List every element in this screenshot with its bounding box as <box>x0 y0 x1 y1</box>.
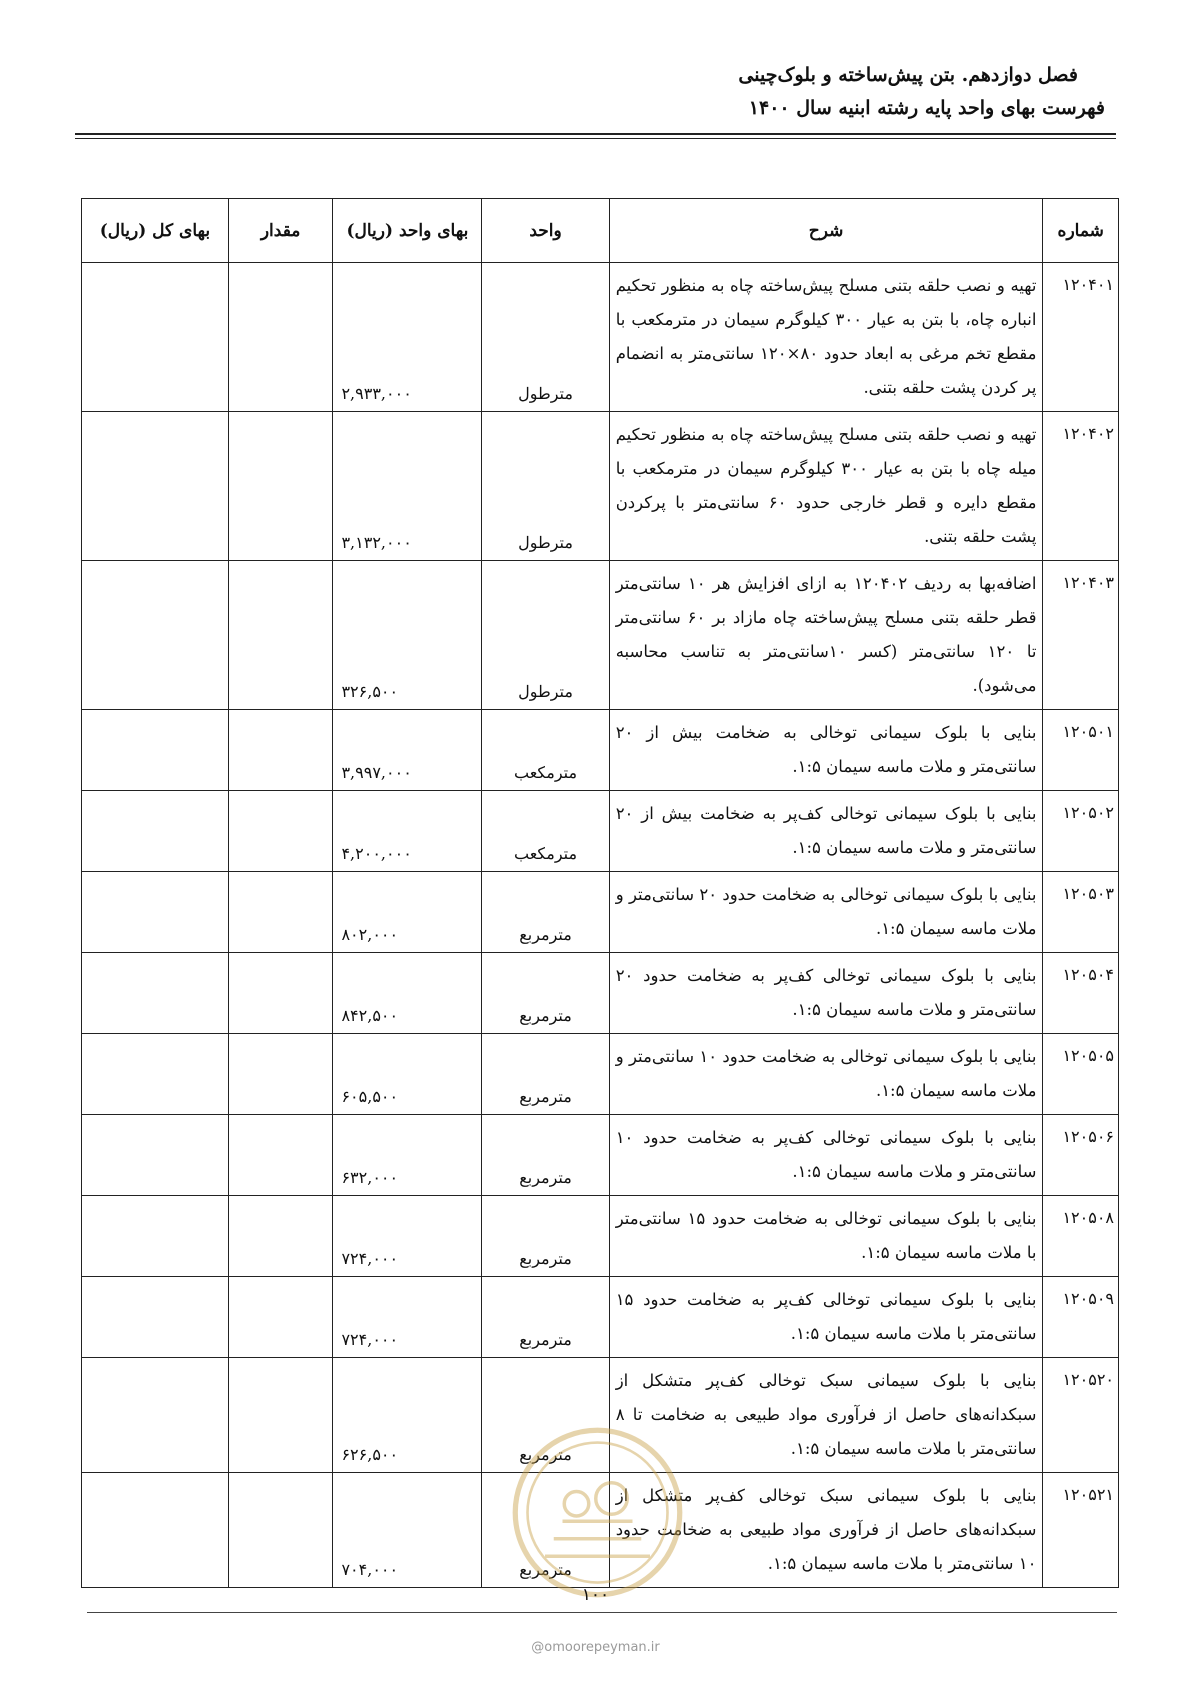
header-rule-thick <box>75 133 1116 135</box>
item-total-price <box>82 412 229 561</box>
footer-rule <box>87 1612 1117 1613</box>
item-description: بنایی با بلوک سیمانی توخالی به ضخامت حدود ۱۰ سانتی‌متر و ملات ماسه سیمان ۱:۵. <box>609 1034 1043 1115</box>
table-row <box>82 872 1119 953</box>
item-description: بنایی با بلوک سیمانی توخالی کف‌پر به ضخامت حدود ۲۰ سانتی‌متر و ملات ماسه سیمان ۱:۵. <box>609 953 1043 1034</box>
item-total-price <box>82 1358 229 1473</box>
item-code: ۱۲۰۴۰۲ <box>1043 412 1119 561</box>
header-total-price: بهای کل (ریال) <box>82 199 229 263</box>
table-row <box>82 1196 1119 1277</box>
item-unit: مترمکعب <box>482 791 609 872</box>
item-code: ۱۲۰۵۰۱ <box>1043 710 1119 791</box>
item-unit: مترمربع <box>482 1473 609 1588</box>
table-row <box>82 263 1119 412</box>
item-total-price <box>82 263 229 412</box>
item-description: بنایی با بلوک سیمانی توخالی کف‌پر به ضخامت حدود ۱۰ سانتی‌متر و ملات ماسه سیمان ۱:۵. <box>609 1115 1043 1196</box>
item-unit: مترمربع <box>482 1358 609 1473</box>
item-quantity <box>228 872 333 953</box>
table-row <box>82 1277 1119 1358</box>
item-quantity <box>228 561 333 710</box>
table-row <box>82 953 1119 1034</box>
item-quantity <box>228 791 333 872</box>
item-code: ۱۲۰۵۰۵ <box>1043 1034 1119 1115</box>
item-description: بنایی با بلوک سیمانی توخالی به ضخامت بیش از ۲۰ سانتی‌متر و ملات ماسه سیمان ۱:۵. <box>609 710 1043 791</box>
item-unit: مترمربع <box>482 1115 609 1196</box>
item-quantity <box>228 263 333 412</box>
table-row <box>82 710 1119 791</box>
table-row <box>82 561 1119 710</box>
header-code: شماره <box>1043 199 1119 263</box>
item-total-price <box>82 710 229 791</box>
item-total-price <box>82 1115 229 1196</box>
item-unit-price: ۸۰۲,۰۰۰ <box>333 872 482 953</box>
item-description: تهیه و نصب حلقه بتنی مسلح پیش‌ساخته چاه به منظور تحکیم میله چاه با بتن به عیار ۳۰۰ کیلوگرم سیمان در مترمکعب با مقطع دایره و قطر خارجی حدود ۶۰ سانتی‌متر با پرکردن پشت حلقه بتنی. <box>609 412 1043 561</box>
publisher-seal-watermark <box>510 1425 685 1600</box>
price-list-table <box>81 198 1119 1588</box>
table-row <box>82 791 1119 872</box>
item-unit: مترمربع <box>482 1196 609 1277</box>
item-unit: مترمربع <box>482 953 609 1034</box>
source-watermark: @omoorepeyman.ir <box>531 1640 660 1655</box>
item-total-price <box>82 1277 229 1358</box>
item-total-price <box>82 1473 229 1588</box>
item-unit-price: ۴,۲۰۰,۰۰۰ <box>333 791 482 872</box>
document-subtitle: فهرست بهای واحد پایه رشته ابنیه سال ۱۴۰۰ <box>748 97 1105 119</box>
item-unit-price: ۶۳۲,۰۰۰ <box>333 1115 482 1196</box>
item-unit: مترمربع <box>482 872 609 953</box>
header-quantity: مقدار <box>228 199 333 263</box>
item-code: ۱۲۰۵۲۰ <box>1043 1358 1119 1473</box>
item-total-price <box>82 953 229 1034</box>
item-quantity <box>228 412 333 561</box>
header-description: شرح <box>609 199 1043 263</box>
item-unit-price: ۷۰۴,۰۰۰ <box>333 1473 482 1588</box>
item-code: ۱۲۰۵۰۸ <box>1043 1196 1119 1277</box>
item-description: بنایی با بلوک سیمانی توخالی کف‌پر به ضخامت حدود ۱۵ سانتی‌متر با ملات ماسه سیمان ۱:۵. <box>609 1277 1043 1358</box>
item-quantity <box>228 1115 333 1196</box>
item-unit-price: ۳,۹۹۷,۰۰۰ <box>333 710 482 791</box>
item-unit-price: ۷۲۴,۰۰۰ <box>333 1277 482 1358</box>
page-number: ۱۰۰ <box>581 1585 610 1605</box>
item-quantity <box>228 710 333 791</box>
item-unit: مترمربع <box>482 1034 609 1115</box>
item-quantity <box>228 1277 333 1358</box>
item-unit: مترطول <box>482 263 609 412</box>
header-rule-thin <box>75 138 1116 139</box>
chapter-title: فصل دوازدهم. بتن پیش‌ساخته و بلوک‌چینی <box>738 64 1078 86</box>
item-unit-price: ۳۲۶,۵۰۰ <box>333 561 482 710</box>
item-code: ۱۲۰۵۰۹ <box>1043 1277 1119 1358</box>
item-total-price <box>82 791 229 872</box>
item-unit-price: ۷۲۴,۰۰۰ <box>333 1196 482 1277</box>
item-unit-price: ۶۰۵,۵۰۰ <box>333 1034 482 1115</box>
item-code: ۱۲۰۵۰۲ <box>1043 791 1119 872</box>
item-description: بنایی با بلوک سیمانی توخالی به ضخامت حدود ۱۵ سانتی‌متر با ملات ماسه سیمان ۱:۵. <box>609 1196 1043 1277</box>
item-code: ۱۲۰۵۰۴ <box>1043 953 1119 1034</box>
table-row <box>82 1115 1119 1196</box>
item-unit: مترمکعب <box>482 710 609 791</box>
item-unit: مترمربع <box>482 1277 609 1358</box>
item-code: ۱۲۰۴۰۳ <box>1043 561 1119 710</box>
page-header <box>78 58 1113 124</box>
item-unit-price: ۲,۹۳۳,۰۰۰ <box>333 263 482 412</box>
item-unit: مترطول <box>482 412 609 561</box>
item-unit: مترطول <box>482 561 609 710</box>
item-total-price <box>82 1196 229 1277</box>
item-quantity <box>228 1358 333 1473</box>
item-code: ۱۲۰۴۰۱ <box>1043 263 1119 412</box>
header-unit-price: بهای واحد (ریال) <box>333 199 482 263</box>
item-total-price <box>82 1034 229 1115</box>
table-row <box>82 1034 1119 1115</box>
item-total-price <box>82 561 229 710</box>
item-quantity <box>228 953 333 1034</box>
item-unit-price: ۳,۱۳۲,۰۰۰ <box>333 412 482 561</box>
item-description: اضافه‌بها به ردیف ۱۲۰۴۰۲ به ازای افزایش هر ۱۰ سانتی‌متر قطر حلقه بتنی مسلح پیش‌ساخته چاه مازاد بر ۶۰ سانتی‌متر تا ۱۲۰ سانتی‌متر (کسر ۱۰سانتی‌متر به تناسب محاسبه می‌شود). <box>609 561 1043 710</box>
item-quantity <box>228 1473 333 1588</box>
header-unit: واحد <box>482 199 609 263</box>
item-total-price <box>82 872 229 953</box>
item-code: ۱۲۰۵۰۳ <box>1043 872 1119 953</box>
item-description: بنایی با بلوک سیمانی سبک توخالی کف‌پر متشکل از سبکدانه‌های حاصل از فرآوری مواد طبیعی به ضخامت حدود ۱۰ سانتی‌متر با ملات ماسه سیمان ۱:۵. <box>609 1473 1043 1588</box>
item-description: بنایی با بلوک سیمانی سبک توخالی کف‌پر متشکل از سبکدانه‌های حاصل از فرآوری مواد طبیعی به ضخامت تا ۸ سانتی‌متر با ملات ماسه سیمان ۱:۵. <box>609 1358 1043 1473</box>
item-description: تهیه و نصب حلقه بتنی مسلح پیش‌ساخته چاه به منظور تحکیم انباره چاه، با بتن به عیار ۳۰۰ کیلوگرم سیمان در مترمکعب با مقطع تخم مرغی به ابعاد حدود ۸۰×۱۲۰ سانتی‌متر به انضمام پر کردن پشت حلقه بتنی. <box>609 263 1043 412</box>
item-code: ۱۲۰۵۲۱ <box>1043 1473 1119 1588</box>
item-description: بنایی با بلوک سیمانی توخالی به ضخامت حدود ۲۰ سانتی‌متر و ملات ماسه سیمان ۱:۵. <box>609 872 1043 953</box>
item-description: بنایی با بلوک سیمانی توخالی کف‌پر به ضخامت بیش از ۲۰ سانتی‌متر و ملات ماسه سیمان ۱:۵. <box>609 791 1043 872</box>
table-row <box>82 412 1119 561</box>
item-unit-price: ۸۴۲,۵۰۰ <box>333 953 482 1034</box>
table-header-row <box>82 199 1119 263</box>
item-quantity <box>228 1196 333 1277</box>
item-code: ۱۲۰۵۰۶ <box>1043 1115 1119 1196</box>
item-quantity <box>228 1034 333 1115</box>
item-unit-price: ۶۲۶,۵۰۰ <box>333 1358 482 1473</box>
